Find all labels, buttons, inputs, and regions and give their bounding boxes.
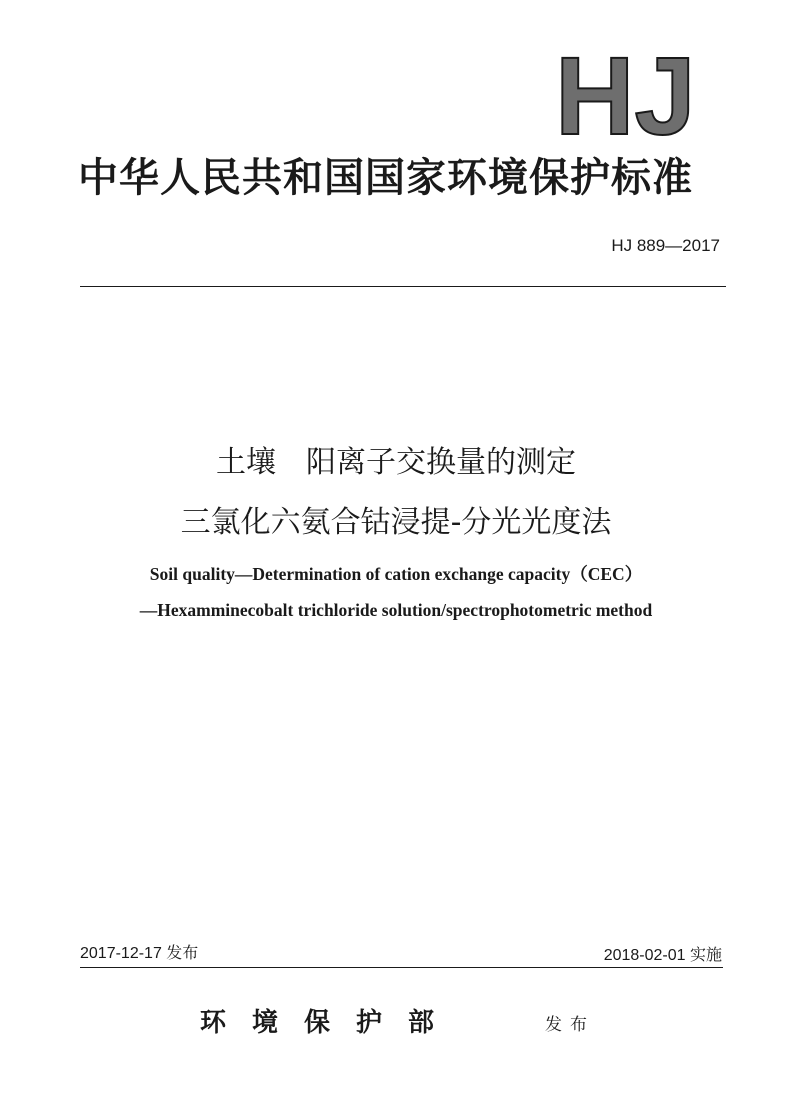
- implementation-date: 2018-02-01 实施: [603, 947, 722, 964]
- svg-text:HJ: HJ: [555, 40, 696, 140]
- standard-category-title: 中华人民共和国国家环境保护标准: [78, 155, 693, 201]
- hj-logo: [545, 40, 725, 140]
- title-zh-line2: 三氯化六氨合钴浸提-分光光度法: [180, 505, 612, 540]
- issuing-authority: 环境保护部: [200, 1008, 461, 1038]
- issue-date: 2017-12-17 发布: [80, 945, 199, 962]
- standard-code: HJ 889—2017: [611, 236, 720, 255]
- issuing-authority-suffix: 发布: [545, 1015, 595, 1035]
- title-zh-line1: 土壤 阳离子交换量的测定: [216, 445, 576, 480]
- title-en-line1: Soil quality—Determination of cation exchange capacity（CEC）: [149, 564, 643, 584]
- header-divider: [80, 286, 726, 287]
- title-en-line2: —Hexamminecobalt trichloride solution/spectrophotometric method: [139, 600, 653, 620]
- footer-divider: [80, 967, 723, 968]
